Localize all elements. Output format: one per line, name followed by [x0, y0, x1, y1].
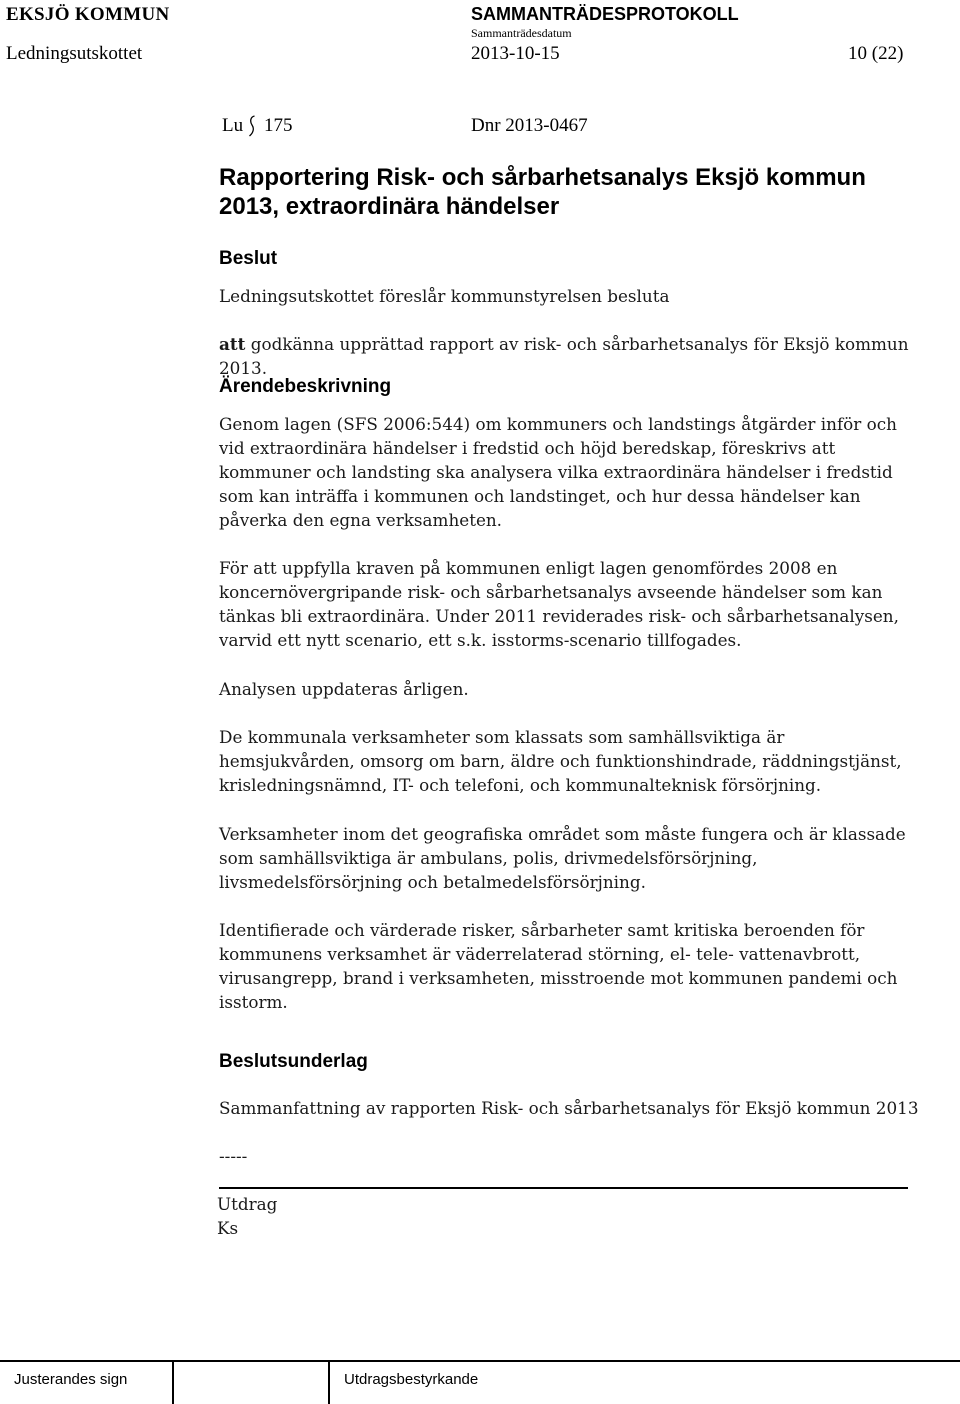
date-label: Sammanträdesdatum [471, 26, 572, 40]
beslut-decision [219, 332, 919, 380]
separator-dashes: ----- [219, 1146, 248, 1166]
footer-divider-1 [172, 1362, 174, 1404]
beslutsunderlag-text: Sammanfattning av rapporten Risk- och sårbarhetsanalys för Eksjö kommun 2013 [219, 1098, 919, 1118]
distribution-recipient: Ks [217, 1218, 239, 1238]
certification-label: Utdragsbestyrkande [344, 1371, 479, 1388]
diary-number: Dnr 2013-0467 [471, 115, 588, 136]
att-keyword: att [219, 334, 246, 354]
paragraph-4: De kommunala verksamheter som klassats som samhällsviktiga är hemsjukvården, omsorg om barn, äldre och funktionshindrade, räddningstjänst, krisledningsnämnd, IT- och telefoni, och kommunalteknisk försörjning. [219, 727, 902, 795]
page-title: Rapportering Risk- och sårbarhetsanalys Eksjö kommun 2013, extraordinära händelser [219, 164, 866, 220]
section-heading-beslut: Beslut [219, 248, 278, 269]
paragraph-2: För att uppfylla kraven på kommunen enligt lagen genomfördes 2008 en koncernövergripande risk- och sårbarhetsanalys avseende händelser som kan tänkas bli extraordinära. Under 2011 reviderades risk- och sårbarhetsanalysen, varvid ett nytt scenario, ett s.k. isstorms-scenario tillfogades. [219, 558, 899, 650]
beslut-intro: Ledningsutskottet föreslår kommunstyrelsen besluta [219, 286, 670, 306]
paragraph-1: Genom lagen (SFS 2006:544) om kommuners och landstings åtgärder inför och vid extraordinära händelser i fredstid och höjd beredskap, föreskrivs att kommuner och landsting ska analysera vilka extraordinära händelser i fredstid som kan inträffa i kommunen och landstinget, och hur dessa händelser kan påverka den egna verksamheten. [219, 414, 897, 530]
document-type: SAMMANTRÄDESPROTOKOLL [471, 4, 739, 24]
meeting-date: 2013-10-15 [471, 43, 560, 64]
footer-rule [0, 1360, 960, 1362]
organization-name: EKSJÖ KOMMUN [6, 4, 170, 25]
paragraph-6: Identifierade och värderade risker, sårbarheter samt kritiska beroenden för kommunens verksamhet är väderrelaterad störning, el- tele- vattenavbrott, virusangrepp, brand i verksamheten, misstroende mot kommunen pandemi och isstorm. [219, 920, 898, 1012]
section-mark-icon [248, 114, 256, 138]
paragraph-5: Verksamheter inom det geografiska området som måste fungera och är klassade som samhällsviktiga är ambulans, polis, drivmedelsförsörjning, livsmedelsförsörjning och betalmedelsförsörjning. [219, 824, 906, 892]
page-number: 10 (22) [848, 43, 904, 64]
committee-name: Ledningsutskottet [6, 43, 143, 64]
section-heading-arendebeskrivning: Ärendebeskrivning [219, 376, 392, 397]
paragraph-number: 175 [264, 115, 293, 136]
distribution-label: Utdrag [217, 1194, 278, 1214]
section-heading-beslutsunderlag: Beslutsunderlag [219, 1051, 368, 1072]
paragraph-3: Analysen uppdateras årligen. [219, 679, 469, 699]
paragraph-prefix: Lu [222, 115, 244, 136]
decision-text: godkänna upprättad rapport av risk- och sårbarhetsanalys för Eksjö kommun 2013. [219, 334, 909, 378]
signature-label: Justerandes sign [14, 1371, 128, 1388]
footer-divider-2 [328, 1362, 330, 1404]
distribution-rule [219, 1187, 908, 1189]
